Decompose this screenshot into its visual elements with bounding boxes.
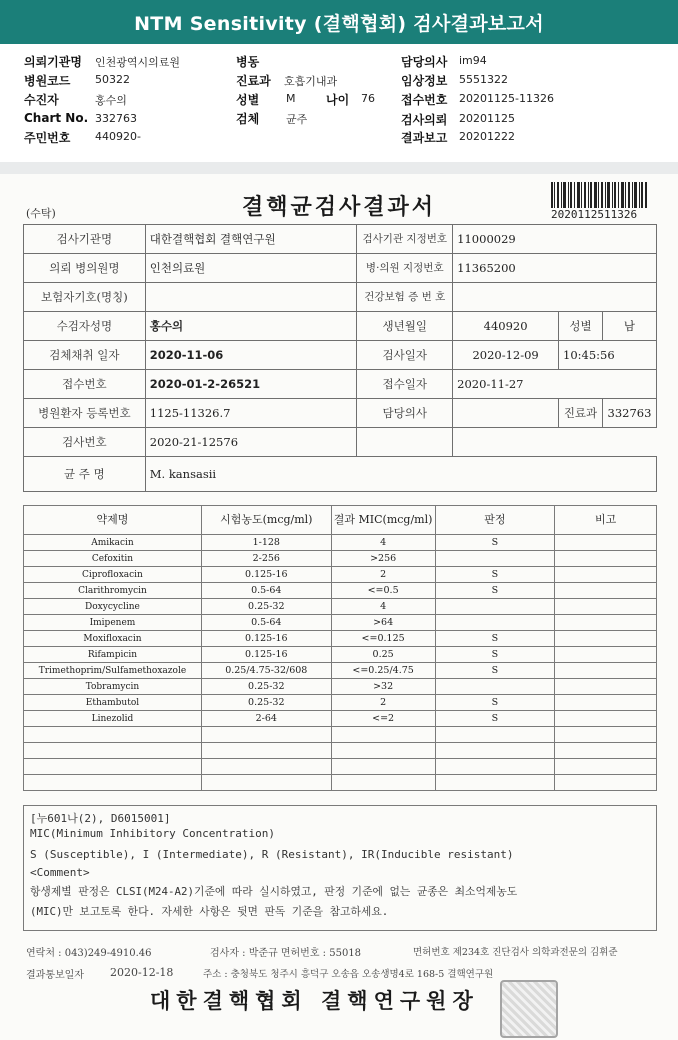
table-cell xyxy=(331,759,435,775)
table-row xyxy=(24,743,657,759)
table-cell: 2 xyxy=(331,695,435,711)
info-key: 보험자기호(명칭) xyxy=(24,283,146,312)
report-title-bar xyxy=(0,0,678,44)
table-cell: 0.125-16 xyxy=(201,567,331,583)
table-cell xyxy=(555,775,657,791)
label-specimen: 검체 xyxy=(236,112,260,126)
table-cell: S xyxy=(435,711,555,727)
info-row-registration xyxy=(24,399,657,428)
value-resident-no: 440920- xyxy=(95,130,141,143)
info-row-patient xyxy=(24,312,657,341)
label-patient: 수진자 xyxy=(24,93,59,107)
label-resident-no: 주민번호 xyxy=(24,131,71,145)
table-row xyxy=(24,711,657,727)
info-value: 2020-01-2-26521 xyxy=(145,370,357,399)
value-department: 호흡기내과 xyxy=(284,75,338,88)
table-cell xyxy=(555,679,657,695)
table-cell: 0.125-16 xyxy=(201,647,331,663)
table-cell: S xyxy=(435,631,555,647)
column-header: 판정 xyxy=(435,506,555,535)
table-cell xyxy=(555,727,657,743)
info-value: 11000029 xyxy=(453,225,657,254)
table-cell xyxy=(201,759,331,775)
info-key: 진료과 xyxy=(559,399,603,428)
table-row xyxy=(24,759,657,775)
table-cell xyxy=(24,775,202,791)
info-empty xyxy=(357,428,453,457)
table-cell: Ethambutol xyxy=(24,695,202,711)
note-comment-line1: 항생제별 판정은 CLSI(M24-A2)기준에 따라 실시하였고, 판정 기준에 없는 균종은 최소억제농도 xyxy=(30,885,518,898)
info-key: 수검자성명 xyxy=(24,312,146,341)
table-cell: 2-64 xyxy=(201,711,331,727)
table-cell xyxy=(331,727,435,743)
column-header: 시험농도(mcg/ml) xyxy=(201,506,331,535)
footer-license: 면허번호 제234호 진단검사 의학과전문의 김휘준 xyxy=(413,947,618,958)
value-accession-no: 20201125-11326 xyxy=(459,92,554,105)
value-specimen: 균주 xyxy=(286,113,308,126)
table-cell xyxy=(24,743,202,759)
table-cell xyxy=(435,679,555,695)
table-cell xyxy=(555,583,657,599)
table-cell xyxy=(201,775,331,791)
info-value: M. kansasii xyxy=(145,457,656,492)
table-cell: >64 xyxy=(331,615,435,631)
notes-box xyxy=(23,805,657,931)
label-clinical-info: 임상정보 xyxy=(401,74,448,88)
info-value xyxy=(145,283,357,312)
info-row-hospital xyxy=(24,254,657,283)
table-cell xyxy=(555,551,657,567)
info-value: 남 xyxy=(602,312,656,341)
info-key: 생년월일 xyxy=(357,312,453,341)
table-cell: 0.25-32 xyxy=(201,679,331,695)
table-cell: 2-256 xyxy=(201,551,331,567)
value-clinical-info: 5551322 xyxy=(459,73,508,86)
table-cell xyxy=(555,535,657,551)
info-row-insurance xyxy=(24,283,657,312)
info-value: 대한결핵협회 결핵연구원 xyxy=(145,225,357,254)
value-requesting-institution: 인천광역시의료원 xyxy=(95,56,181,69)
copy-mark: (수탁) xyxy=(26,207,56,220)
table-cell: S xyxy=(435,695,555,711)
label-report-date: 결과보고 xyxy=(401,131,448,145)
table-cell: 2 xyxy=(331,567,435,583)
table-cell xyxy=(201,743,331,759)
drug-sensitivity-table xyxy=(23,505,657,791)
label-hospital-code: 병원코드 xyxy=(24,74,71,88)
info-key: 검사일자 xyxy=(357,341,453,370)
info-key: 접수번호 xyxy=(24,370,146,399)
report-info-table xyxy=(23,224,657,492)
label-attending-doctor: 담당의사 xyxy=(401,55,448,69)
info-key: 성별 xyxy=(559,312,603,341)
info-value: 2020-11-06 xyxy=(145,341,357,370)
value-report-date: 20201222 xyxy=(459,130,515,143)
official-seal xyxy=(500,980,558,1038)
note-comment-label: <Comment> xyxy=(30,866,90,879)
label-department: 진료과 xyxy=(236,74,271,88)
table-cell: Moxifloxacin xyxy=(24,631,202,647)
info-row-institution xyxy=(24,225,657,254)
table-cell: S xyxy=(435,583,555,599)
document-title: 결핵균검사결과서 xyxy=(241,194,437,220)
table-cell: 0.5-64 xyxy=(201,583,331,599)
label-sex: 성별 xyxy=(236,93,260,107)
info-value: 2020-11-27 xyxy=(453,370,657,399)
value-hospital-code: 50322 xyxy=(95,73,130,86)
table-row xyxy=(24,695,657,711)
drug-table-header xyxy=(24,506,657,535)
note-code: [누601나(2), D6015001] xyxy=(30,812,171,825)
table-cell xyxy=(555,695,657,711)
table-row xyxy=(24,583,657,599)
label-chart-no: Chart No. xyxy=(24,111,89,125)
table-cell: 4 xyxy=(331,599,435,615)
info-key: 접수일자 xyxy=(357,370,453,399)
table-cell xyxy=(435,775,555,791)
table-cell: >32 xyxy=(331,679,435,695)
table-cell xyxy=(555,663,657,679)
info-empty xyxy=(453,428,657,457)
table-cell: Ciprofloxacin xyxy=(24,567,202,583)
table-row xyxy=(24,631,657,647)
note-mic-definition: MIC(Minimum Inhibitory Concentration) xyxy=(30,827,276,840)
table-cell xyxy=(435,743,555,759)
table-cell: S xyxy=(435,663,555,679)
table-cell: Linezolid xyxy=(24,711,202,727)
table-cell xyxy=(555,615,657,631)
table-cell xyxy=(555,743,657,759)
info-row-organism xyxy=(24,457,657,492)
patient-header xyxy=(0,44,678,163)
column-header: 비고 xyxy=(555,506,657,535)
info-key: 검사기관 지정번호 xyxy=(357,225,453,254)
table-cell xyxy=(435,759,555,775)
table-cell: 0.25-32 xyxy=(201,695,331,711)
table-cell xyxy=(555,647,657,663)
table-cell: Doxycycline xyxy=(24,599,202,615)
table-cell xyxy=(555,567,657,583)
info-key: 담당의사 xyxy=(357,399,453,428)
table-cell xyxy=(555,711,657,727)
column-header: 결과 MIC(mcg/ml) xyxy=(331,506,435,535)
info-key: 건강보험 증 번 호 xyxy=(357,283,453,312)
table-cell xyxy=(24,759,202,775)
table-cell: Clarithromycin xyxy=(24,583,202,599)
label-age: 나이 xyxy=(326,93,350,107)
section-divider xyxy=(0,162,678,174)
info-value: 332763 xyxy=(602,399,656,428)
column-header: 약제명 xyxy=(24,506,202,535)
table-cell xyxy=(555,759,657,775)
table-row xyxy=(24,663,657,679)
info-row-collection xyxy=(24,341,657,370)
info-value xyxy=(453,283,657,312)
info-row-receipt xyxy=(24,370,657,399)
table-cell: Amikacin xyxy=(24,535,202,551)
table-cell xyxy=(331,775,435,791)
table-row xyxy=(24,775,657,791)
table-row xyxy=(24,615,657,631)
info-value: 11365200 xyxy=(453,254,657,283)
info-key: 병·의원 지정번호 xyxy=(357,254,453,283)
footer-contact: 연락처 : 043)249-4910.46 xyxy=(26,948,152,959)
table-cell xyxy=(555,599,657,615)
info-key: 검체채취 일자 xyxy=(24,341,146,370)
label-ward: 병동 xyxy=(236,55,260,69)
label-accession-no: 접수번호 xyxy=(401,93,448,107)
info-value xyxy=(453,399,559,428)
table-cell: Rifampicin xyxy=(24,647,202,663)
table-cell xyxy=(435,551,555,567)
barcode-icon xyxy=(551,182,647,208)
table-cell: 1-128 xyxy=(201,535,331,551)
note-comment-line2: (MIC)만 보고토록 한다. 자세한 사항은 뒷면 판독 기준을 참고하세요. xyxy=(30,905,389,918)
info-value: 인천의료원 xyxy=(145,254,357,283)
table-cell: 0.5-64 xyxy=(201,615,331,631)
table-row xyxy=(24,599,657,615)
table-cell: 0.25/4.75-32/608 xyxy=(201,663,331,679)
table-row xyxy=(24,727,657,743)
label-requesting-institution: 의뢰기관명 xyxy=(24,55,82,69)
table-cell: Cefoxitin xyxy=(24,551,202,567)
table-cell: <=0.125 xyxy=(331,631,435,647)
info-key: 검사기관명 xyxy=(24,225,146,254)
table-cell: S xyxy=(435,535,555,551)
info-value: 2020-12-09 xyxy=(453,341,559,370)
table-row xyxy=(24,551,657,567)
table-row xyxy=(24,535,657,551)
table-cell: >256 xyxy=(331,551,435,567)
table-cell xyxy=(435,727,555,743)
info-key: 의뢰 병의원명 xyxy=(24,254,146,283)
value-patient: 홍수의 xyxy=(95,94,127,107)
footer-address: 주소 : 충청북도 청주시 흥덕구 오송읍 오송생명4로 168-5 결핵연구원 xyxy=(203,969,494,980)
table-cell: <=0.5 xyxy=(331,583,435,599)
info-value: 2020-21-12576 xyxy=(145,428,357,457)
barcode-number: 2020112511326 xyxy=(551,208,638,221)
label-request-date: 검사의뢰 xyxy=(401,113,448,127)
table-cell xyxy=(331,743,435,759)
table-cell: S xyxy=(435,647,555,663)
table-cell xyxy=(435,615,555,631)
table-cell: Imipenem xyxy=(24,615,202,631)
table-cell xyxy=(24,727,202,743)
info-value: 홍수의 xyxy=(145,312,357,341)
report-title: NTM Sensitivity (결핵협회) 검사결과보고서 xyxy=(134,12,544,35)
info-key: 병원환자 등록번호 xyxy=(24,399,146,428)
note-legend: S (Susceptible), I (Intermediate), R (Resistant), IR(Inducible resistant) xyxy=(30,848,514,861)
table-cell: 4 xyxy=(331,535,435,551)
info-row-test-no xyxy=(24,428,657,457)
table-cell: 0.25 xyxy=(331,647,435,663)
value-age: 76 xyxy=(361,92,375,105)
table-row xyxy=(24,567,657,583)
info-key: 검사번호 xyxy=(24,428,146,457)
info-key: 균 주 명 xyxy=(24,457,146,492)
value-sex: M xyxy=(286,92,296,105)
footer-date-label: 결과통보일자 xyxy=(26,970,84,981)
table-cell: <=0.25/4.75 xyxy=(331,663,435,679)
table-cell xyxy=(201,727,331,743)
table-row xyxy=(24,647,657,663)
value-request-date: 20201125 xyxy=(459,112,515,125)
table-cell: Tobramycin xyxy=(24,679,202,695)
value-attending-doctor: im94 xyxy=(459,54,487,67)
footer-date: 2020-12-18 xyxy=(110,966,174,979)
info-value: 440920 xyxy=(453,312,559,341)
table-cell: 0.125-16 xyxy=(201,631,331,647)
info-value: 10:45:56 xyxy=(559,341,657,370)
table-cell xyxy=(435,599,555,615)
table-cell: S xyxy=(435,567,555,583)
table-cell: 0.25-32 xyxy=(201,599,331,615)
footer-examiner: 검사자 : 박준규 면허번호 : 55018 xyxy=(210,948,362,959)
table-row xyxy=(24,679,657,695)
info-value: 1125-11326.7 xyxy=(145,399,357,428)
value-chart-no: 332763 xyxy=(95,112,137,125)
table-cell: Trimethoprim/Sulfamethoxazole xyxy=(24,663,202,679)
table-cell xyxy=(555,631,657,647)
footer-organization: 대한결핵협회 결핵연구원장 xyxy=(150,988,479,1013)
table-cell: <=2 xyxy=(331,711,435,727)
